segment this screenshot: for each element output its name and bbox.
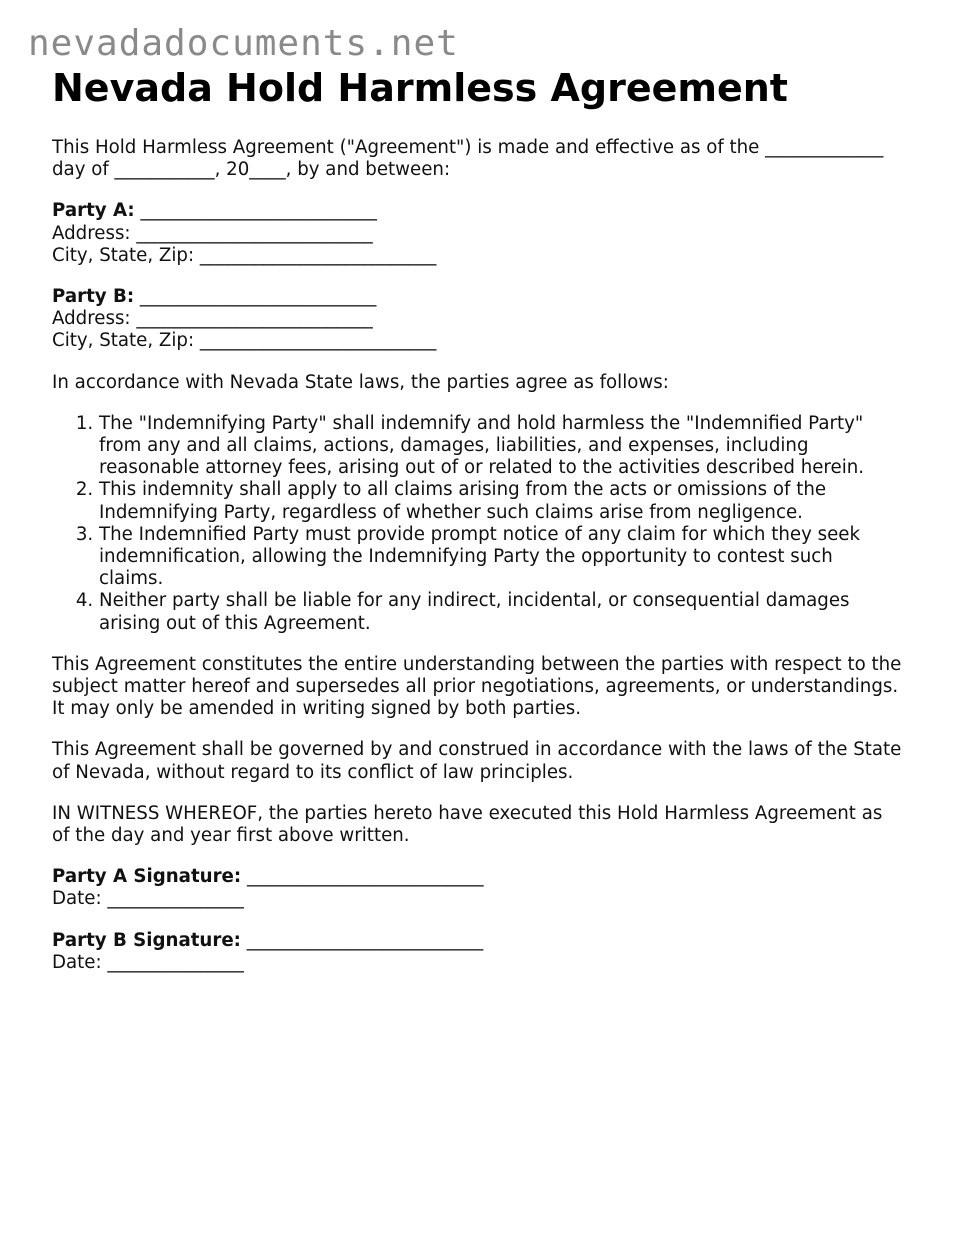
party-b-address-line: Address: __________________________ — [52, 308, 373, 330]
party-a-block — [52, 200, 902, 267]
party-b-name-line — [52, 286, 902, 308]
intro-paragraph: This Hold Harmless Agreement ("Agreement") is made and effective as of the _____________ day of ___________, 20____, by and between: — [52, 137, 884, 181]
party-a-signature-label: Party A Signature: — [52, 866, 242, 888]
party-b-signature-block — [52, 930, 902, 974]
term-item: 3. The Indemnified Party must provide prompt notice of any claim for which they seek indemnification, allowing the Indemnifying Party the opportunity to contest such claims. — [99, 524, 902, 591]
party-a-name-line — [52, 200, 902, 222]
party-b-city-line: City, State, Zip: __________________________ — [52, 330, 437, 352]
term-item: 2. This indemnity shall apply to all claims arising from the acts or omissions of the Indemnifying Party, regardless of whether such claims arise from negligence. — [99, 479, 902, 523]
party-a-signature-block — [52, 866, 902, 910]
party-a-date-line: Date: _______________ — [52, 888, 244, 910]
party-b-date-line: Date: _______________ — [52, 951, 244, 973]
document-title: Nevada Hold Harmless Agreement — [52, 66, 788, 110]
party-b-block — [52, 286, 902, 353]
party-a-signature-line — [52, 866, 902, 888]
party-b-label: Party B: — [52, 286, 135, 308]
party-b-signature-label: Party B Signature: — [52, 929, 241, 951]
party-b-name-blank: __________________________ — [139, 286, 377, 308]
party-a-address-line: Address: __________________________ — [52, 222, 373, 244]
term-item: 4. Neither party shall be liable for any indirect, incidental, or consequential damages arising out of this Agreement. — [99, 590, 902, 634]
document-body — [52, 137, 902, 993]
party-a-city-line: City, State, Zip: __________________________ — [52, 244, 437, 266]
entire-agreement-paragraph: This Agreement constitutes the entire understanding between the parties with respect to the subject matter hereof and supersedes all prior negotiations, agreements, or understandings. It may only be amended in writing signed by both parties. — [52, 653, 902, 720]
term-item: 1. The "Indemnifying Party" shall indemnify and hold harmless the "Indemnified Party" from any and all claims, actions, damages, liabilities, and expenses, including reasonable attorney fees, arising out of or related to the activities described herein. — [99, 413, 902, 480]
party-a-label: Party A: — [52, 200, 135, 222]
party-a-name-blank: __________________________ — [140, 200, 377, 222]
witness-paragraph: IN WITNESS WHEREOF, the parties hereto have executed this Hold Harmless Agreement as of the day and year first above written. — [52, 802, 883, 847]
party-b-signature-line — [52, 930, 902, 952]
agree-intro: In accordance with Nevada State laws, the parties agree as follows: — [52, 371, 669, 393]
governing-law-paragraph: This Agreement shall be governed by and construed in accordance with the laws of the State of Nevada, without regard to its conflict of law principles. — [52, 739, 902, 783]
watermark: nevadadocuments.net — [28, 23, 459, 64]
terms-list — [52, 413, 902, 635]
party-a-signature-blank: __________________________ — [246, 866, 484, 888]
party-b-signature-blank: __________________________ — [246, 929, 484, 951]
